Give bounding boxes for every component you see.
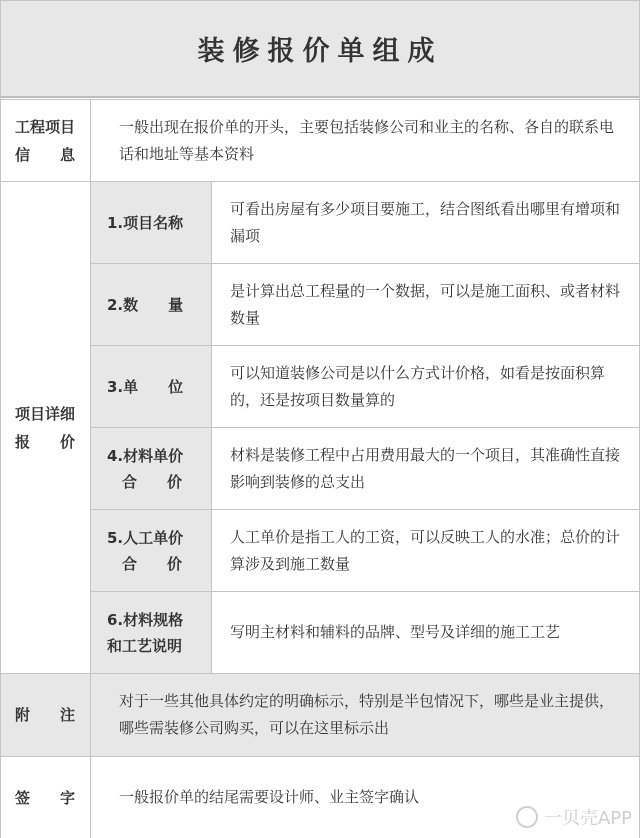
- detail-item-5-desc: 人工单价是指工人的工资，可以反映工人的水准；总价的计算涉及到施工数量: [212, 510, 640, 591]
- sign-desc: 一般报价单的结尾需要设计师、业主签字确认: [119, 788, 420, 806]
- detail-item-3-desc: 可以知道装修公司是以什么方式计价格，如看是按面积算的，还是按项目数量算的: [212, 346, 640, 427]
- note-desc-cell: [91, 674, 640, 756]
- detail-item-3-label: 3.单 位: [107, 377, 184, 396]
- detail-item-4-label: 4.材料单价 合 价: [107, 446, 184, 491]
- engineering-label-cell: [0, 100, 90, 181]
- divider: [91, 345, 640, 346]
- sign-label: 签 字: [14, 788, 75, 807]
- engineering-label-line2: 信 息: [14, 145, 75, 164]
- detail-item-1-label: 1.项目名称: [107, 213, 184, 232]
- sign-label-cell: [0, 757, 90, 838]
- detail-item-1-desc: 可看出房屋有多少项目要施工，结合图纸看出哪里有增项和漏项: [212, 182, 640, 263]
- divider: [91, 263, 640, 264]
- divider: [91, 427, 640, 428]
- divider: [90, 99, 91, 838]
- divider: [0, 756, 640, 757]
- detail-item-2-desc: 是计算出总工程量的一个数据，可以是施工面积、或者材料数量: [212, 264, 640, 345]
- detail-item-6-desc: 写明主材料和辅料的品牌、型号及详细的施工工艺: [212, 592, 640, 673]
- engineering-desc-cell: [91, 100, 640, 181]
- engineering-label-line1: 工程项目: [14, 117, 75, 136]
- detail-item-4-desc: 材料是装修工程中占用费用最大的一个项目，其准确性直接影响到装修的总支出: [212, 428, 640, 509]
- engineering-desc: 一般出现在报价单的开头，主要包括装修公司和业主的名称、各自的联系电话和地址等基本资料: [119, 117, 615, 163]
- note-label-cell: [0, 674, 90, 756]
- detail-label-line1: 项目详细: [14, 404, 75, 423]
- page-title: 装修报价单组成: [197, 35, 443, 67]
- divider: [0, 99, 640, 100]
- detail-item-6-label: 6.材料规格 和工艺说明: [107, 610, 184, 655]
- shell-logo-icon: [516, 806, 538, 828]
- watermark: [516, 804, 632, 830]
- detail-label-cell: [0, 182, 90, 673]
- divider: [0, 673, 640, 674]
- note-desc: 对于一些其他具体约定的明确标示，特别是半包情况下，哪些是业主提供，哪些需装修公司购买，可以在这里标示出: [119, 692, 615, 737]
- divider: [91, 591, 640, 592]
- title-bar: [0, 0, 640, 98]
- watermark-text: 一贝壳APP: [543, 808, 632, 829]
- divider: [91, 509, 640, 510]
- divider: [211, 181, 212, 673]
- divider: [0, 181, 640, 182]
- note-label: 附 注: [14, 706, 75, 724]
- detail-item-5-label: 5.人工单价 合 价: [107, 528, 184, 573]
- detail-label-line2: 报 价: [14, 432, 75, 451]
- divider: [0, 0, 1, 838]
- detail-item-2-label: 2.数 量: [107, 295, 184, 314]
- divider: [0, 0, 640, 1]
